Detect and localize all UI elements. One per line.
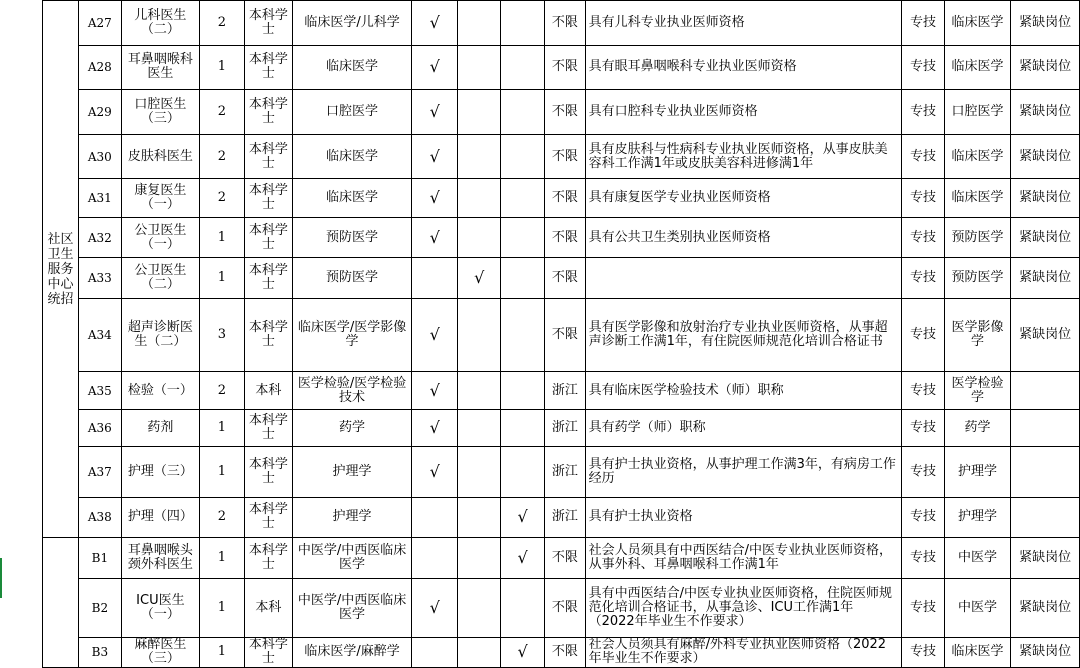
requirement: 具有临床医学检验技术（师）职称: [585, 371, 902, 410]
position-code: A28: [79, 45, 121, 90]
position-code: B3: [79, 637, 121, 667]
position-name: 口腔医生（三）: [121, 90, 200, 135]
check-mark-a: [412, 258, 458, 299]
post-category: 专技: [902, 446, 944, 497]
headcount: 1: [200, 637, 244, 667]
region: 不限: [545, 134, 585, 179]
headcount: 1: [200, 258, 244, 299]
note: 紧缺岗位: [1011, 1, 1080, 46]
region: 不限: [545, 90, 585, 135]
check-mark-a: √: [412, 578, 458, 637]
position-name: 耳鼻咽喉头颈外科医生: [121, 538, 200, 579]
post-category: 专技: [902, 371, 944, 410]
major: 中医学/中西医临床医学: [293, 578, 412, 637]
position-code: A30: [79, 134, 121, 179]
check-mark-c: √: [500, 637, 544, 667]
headcount: 1: [200, 217, 244, 258]
requirement: 具有公共卫生类别执业医师资格: [585, 217, 902, 258]
check-mark-a: [412, 538, 458, 579]
check-mark-c: [500, 298, 544, 371]
check-mark-b: [458, 298, 500, 371]
check-mark-a: √: [412, 45, 458, 90]
major: 护理学: [293, 497, 412, 538]
exam-field: 临床医学: [944, 45, 1011, 90]
region: 不限: [545, 258, 585, 299]
check-mark-b: [458, 637, 500, 667]
check-mark-b: [458, 578, 500, 637]
exam-field: 预防医学: [944, 258, 1011, 299]
note: 紧缺岗位: [1011, 90, 1080, 135]
requirement: 社会人员须具有麻醉/外科专业执业医师资格（2022年毕业生不作要求）: [585, 637, 902, 667]
check-mark-a: √: [412, 179, 458, 218]
note: [1011, 371, 1080, 410]
headcount: 1: [200, 410, 244, 446]
check-mark-a: √: [412, 90, 458, 135]
education-level: 本科学士: [244, 179, 292, 218]
table-row: [0, 45, 1080, 90]
check-mark-b: [458, 45, 500, 90]
check-mark-a: √: [412, 446, 458, 497]
note: [1011, 497, 1080, 538]
headcount: 1: [200, 538, 244, 579]
education-level: 本科学士: [244, 497, 292, 538]
post-category: 专技: [902, 578, 944, 637]
region: 浙江: [545, 410, 585, 446]
requirement: 具有医学影像和放射治疗专业执业医师资格，从事超声诊断工作满1年，有住院医师规范化培训合格证书: [585, 298, 902, 371]
check-mark-c: [500, 217, 544, 258]
note: [1011, 446, 1080, 497]
requirement: 具有中西医结合/中医专业执业医师资格，住院医师规范化培训合格证书，从事急诊、ICU工作满1年（2022年毕业生不作要求）: [585, 578, 902, 637]
headcount: 3: [200, 298, 244, 371]
check-mark-c: [500, 258, 544, 299]
requirement: 具有护士执业资格: [585, 497, 902, 538]
check-mark-b: [458, 134, 500, 179]
region: 浙江: [545, 446, 585, 497]
exam-field: 临床医学: [944, 134, 1011, 179]
table-row: [0, 217, 1080, 258]
position-name: 公卫医生（一）: [121, 217, 200, 258]
check-mark-b: [458, 90, 500, 135]
table-row: [0, 497, 1080, 538]
requirement: 具有康复医学专业执业医师资格: [585, 179, 902, 218]
region: 不限: [545, 1, 585, 46]
position-code: B2: [79, 578, 121, 637]
note: 紧缺岗位: [1011, 217, 1080, 258]
note: 紧缺岗位: [1011, 45, 1080, 90]
exam-field: 中医学: [944, 538, 1011, 579]
check-mark-b: [458, 1, 500, 46]
exam-field: 医学检验学: [944, 371, 1011, 410]
table-row: [0, 134, 1080, 179]
headcount: 1: [200, 45, 244, 90]
region: 不限: [545, 298, 585, 371]
check-mark-b: √: [458, 258, 500, 299]
education-level: 本科学士: [244, 90, 292, 135]
table-row: [0, 1, 1080, 46]
region: 不限: [545, 578, 585, 637]
position-code: A29: [79, 90, 121, 135]
major: 口腔医学: [293, 90, 412, 135]
table-row: [0, 371, 1080, 410]
check-mark-a: √: [412, 298, 458, 371]
post-category: 专技: [902, 538, 944, 579]
check-mark-b: [458, 538, 500, 579]
check-mark-b: [458, 446, 500, 497]
position-name: 药剂: [121, 410, 200, 446]
check-mark-b: [458, 217, 500, 258]
position-name: 公卫医生（二）: [121, 258, 200, 299]
major: 预防医学: [293, 217, 412, 258]
post-category: 专技: [902, 1, 944, 46]
check-mark-c: [500, 45, 544, 90]
check-mark-b: [458, 410, 500, 446]
requirement: 社会人员须具有中西医结合/中医专业执业医师资格，从事外科、耳鼻咽喉科工作满1年: [585, 538, 902, 579]
post-category: 专技: [902, 90, 944, 135]
post-category: 专技: [902, 298, 944, 371]
exam-field: 口腔医学: [944, 90, 1011, 135]
table-row: [0, 298, 1080, 371]
check-mark-c: [500, 371, 544, 410]
note: 紧缺岗位: [1011, 134, 1080, 179]
education-level: 本科学士: [244, 45, 292, 90]
exam-field: 医学影像学: [944, 298, 1011, 371]
post-category: 专技: [902, 217, 944, 258]
headcount: 2: [200, 371, 244, 410]
check-mark-c: √: [500, 538, 544, 579]
major: 临床医学/医学影像学: [293, 298, 412, 371]
post-category: 专技: [902, 258, 944, 299]
check-mark-b: [458, 371, 500, 410]
table-row: [0, 578, 1080, 637]
table-row: [0, 538, 1080, 579]
requirement: [585, 258, 902, 299]
exam-field: 预防医学: [944, 217, 1011, 258]
position-code: A32: [79, 217, 121, 258]
education-level: 本科学士: [244, 298, 292, 371]
major: 医学检验/医学检验技术: [293, 371, 412, 410]
region: 不限: [545, 45, 585, 90]
post-category: 专技: [902, 410, 944, 446]
check-mark-a: [412, 637, 458, 667]
position-code: A35: [79, 371, 121, 410]
position-name: 护理（四）: [121, 497, 200, 538]
major: 护理学: [293, 446, 412, 497]
major: 临床医学: [293, 134, 412, 179]
education-level: 本科学士: [244, 410, 292, 446]
exam-field: 护理学: [944, 446, 1011, 497]
check-mark-c: [500, 134, 544, 179]
major: 临床医学/麻醉学: [293, 637, 412, 667]
exam-field: 临床医学: [944, 179, 1011, 218]
position-name: 皮肤科医生: [121, 134, 200, 179]
check-mark-a: √: [412, 410, 458, 446]
check-mark-a: √: [412, 134, 458, 179]
unit-cell: [42, 538, 78, 668]
position-code: A38: [79, 497, 121, 538]
check-mark-c: [500, 1, 544, 46]
post-category: 专技: [902, 134, 944, 179]
position-name: 超声诊断医生（二）: [121, 298, 200, 371]
table-row: [0, 258, 1080, 299]
region: 不限: [545, 217, 585, 258]
position-name: 护理（三）: [121, 446, 200, 497]
post-category: 专技: [902, 497, 944, 538]
table-row: [0, 179, 1080, 218]
education-level: 本科: [244, 578, 292, 637]
position-name: ICU医生（一）: [121, 578, 200, 637]
position-code: A27: [79, 1, 121, 46]
headcount: 1: [200, 446, 244, 497]
position-name: 麻醉医生（三）: [121, 637, 200, 667]
check-mark-c: √: [500, 497, 544, 538]
exam-field: 临床医学: [944, 1, 1011, 46]
major: 临床医学: [293, 45, 412, 90]
exam-field: 中医学: [944, 578, 1011, 637]
table-row: [0, 446, 1080, 497]
major: 中医学/中西医临床医学: [293, 538, 412, 579]
table-row: [0, 410, 1080, 446]
headcount: 1: [200, 578, 244, 637]
region: 不限: [545, 538, 585, 579]
check-mark-a: √: [412, 371, 458, 410]
note: 紧缺岗位: [1011, 258, 1080, 299]
check-mark-b: [458, 497, 500, 538]
position-name: 康复医生（一）: [121, 179, 200, 218]
position-code: A37: [79, 446, 121, 497]
position-name: 检验（一）: [121, 371, 200, 410]
region: 浙江: [545, 371, 585, 410]
check-mark-a: [412, 497, 458, 538]
education-level: 本科学士: [244, 446, 292, 497]
headcount: 2: [200, 90, 244, 135]
check-mark-a: √: [412, 1, 458, 46]
headcount: 2: [200, 1, 244, 46]
position-code: A36: [79, 410, 121, 446]
requirement: 具有药学（师）职称: [585, 410, 902, 446]
requirement: 具有儿科专业执业医师资格: [585, 1, 902, 46]
position-code: A31: [79, 179, 121, 218]
post-category: 专技: [902, 45, 944, 90]
check-mark-b: [458, 179, 500, 218]
major: 临床医学/儿科学: [293, 1, 412, 46]
note: 紧缺岗位: [1011, 637, 1080, 667]
requirement: 具有护士执业资格，从事护理工作满3年，有病房工作经历: [585, 446, 902, 497]
education-level: 本科学士: [244, 1, 292, 46]
region: 不限: [545, 179, 585, 218]
education-level: 本科学士: [244, 258, 292, 299]
note: 紧缺岗位: [1011, 179, 1080, 218]
position-name: 耳鼻咽喉科医生: [121, 45, 200, 90]
check-mark-c: [500, 578, 544, 637]
position-name: 儿科医生（二）: [121, 1, 200, 46]
post-category: 专技: [902, 637, 944, 667]
headcount: 2: [200, 179, 244, 218]
headcount: 2: [200, 134, 244, 179]
check-mark-c: [500, 179, 544, 218]
education-level: 本科: [244, 371, 292, 410]
major: 预防医学: [293, 258, 412, 299]
table-row: [0, 637, 1080, 667]
position-code: B1: [79, 538, 121, 579]
note: 紧缺岗位: [1011, 538, 1080, 579]
requirement: 具有眼耳鼻咽喉科专业执业医师资格: [585, 45, 902, 90]
region: 不限: [545, 637, 585, 667]
position-code: A33: [79, 258, 121, 299]
check-mark-c: [500, 410, 544, 446]
left-edge-cell: [0, 1, 42, 538]
check-mark-a: √: [412, 217, 458, 258]
position-code: A34: [79, 298, 121, 371]
education-level: 本科学士: [244, 217, 292, 258]
table-row: [0, 90, 1080, 135]
note: 紧缺岗位: [1011, 298, 1080, 371]
education-level: 本科学士: [244, 538, 292, 579]
exam-field: 临床医学: [944, 637, 1011, 667]
exam-field: 药学: [944, 410, 1011, 446]
unit-cell: 社区卫生服务中心统招: [42, 1, 78, 538]
region: 浙江: [545, 497, 585, 538]
check-mark-c: [500, 446, 544, 497]
major: 临床医学: [293, 179, 412, 218]
note: [1011, 410, 1080, 446]
check-mark-c: [500, 90, 544, 135]
note: 紧缺岗位: [1011, 578, 1080, 637]
left-edge-cell: [0, 538, 42, 668]
post-category: 专技: [902, 179, 944, 218]
major: 药学: [293, 410, 412, 446]
exam-field: 护理学: [944, 497, 1011, 538]
requirement: 具有皮肤科与性病科专业执业医师资格，从事皮肤美容科工作满1年或皮肤美容科进修满1年: [585, 134, 902, 179]
headcount: 2: [200, 497, 244, 538]
requirement: 具有口腔科专业执业医师资格: [585, 90, 902, 135]
education-level: 本科学士: [244, 637, 292, 667]
education-level: 本科学士: [244, 134, 292, 179]
